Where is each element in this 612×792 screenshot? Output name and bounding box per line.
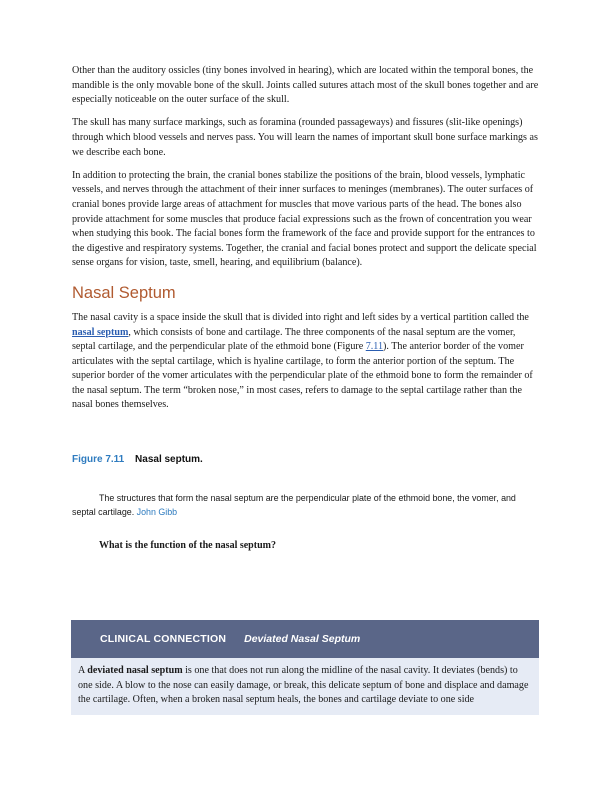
clinical-connection-box (71, 622, 539, 715)
paragraph-1: Other than the auditory ossicles (tiny bones involved in hearing), which are located within the temporal bones, the mandible is the only movable bone of the skull. Joints called sutures attach most of the skull bones together and are especially noticeable on the outer surface of the skull. (72, 65, 539, 106)
figure-credit: John Gibb (136, 506, 178, 517)
clinical-connection-label: CLINICAL CONNECTION (100, 633, 227, 645)
figure-caption (72, 492, 539, 519)
nasal-septum-paragraph (72, 311, 539, 413)
nasal-septum-term-link[interactable]: nasal septum (72, 326, 129, 338)
clinical-connection-body (71, 658, 539, 715)
figure-label (72, 453, 539, 467)
figure-title: Nasal septum. (135, 454, 203, 466)
paragraph-2: The skull has many surface markings, such as foramina (rounded passageways) and fissures (slit-like openings) through which blood vessels and nerves pass. You will learn the names of important skull bone surface markings as we describe each bone. (72, 117, 538, 158)
paragraph-text-middle: , which consists of bone and cartilage. The three components of the nasal septum are the vomer, septal cartilage, and the perpendicular plate of the ethmoid bone (Figure (72, 326, 516, 353)
page-content (72, 64, 539, 553)
clinical-text-start: A (78, 665, 88, 676)
figure-reference-link[interactable]: 7.11 (365, 341, 384, 353)
figure-caption-text: The structures that form the nasal septum are the perpendicular plate of the ethmoid bone, the vomer, and septal cartilage. (72, 493, 516, 517)
clinical-connection-title: Deviated Nasal Septum (244, 633, 361, 645)
review-question: What is the function of the nasal septum? (99, 540, 276, 552)
paragraph-text-end: ). The anterior border of the vomer articulates with the septal cartilage, which is hyaline cartilage, to form the anterior portion of the septum. The superior border of the vomer articulates with the perpendicular plate of the ethmoid bone to form the remainder of the nasal septum. The term “broken nose,” in most cases, refers to damage to the septal cartilage rather than the nasal bones themselves. (72, 341, 533, 411)
deviated-septum-term: deviated nasal septum (87, 665, 183, 676)
clinical-text-rest: is one that does not run along the midline of the nasal cavity. It deviates (bends) to one side. A blow to the nose can easily damage, or break, this delicate septum of bone and displace and damage the cartilage. Often, when a broken nasal septum heals, the bones and cartilage deviate to one side (78, 665, 529, 706)
paragraph-3: In addition to protecting the brain, the cranial bones stabilize the positions of the brain, blood vessels, lymphatic vessels, and nerves through the attachment of their inner surfaces to meninges (membranes). The outer surfaces of cranial bones provide large areas of attachment for muscles that move various parts of the head. The bones also provide attachment for some muscles that produce facial expressions such as the frown of concentration you wear when studying this book. The facial bones form the framework of the face and provide support for the entrances to the digestive and respiratory systems. Together, the cranial and facial bones protect and support the delicate special sense organs for vision, taste, smell, hearing, and equilibrium (balance). (72, 169, 537, 269)
clinical-connection-header (71, 620, 539, 658)
section-heading: Nasal Septum (72, 283, 176, 302)
figure-number: Figure 7.11 (72, 454, 125, 466)
paragraph-text-start: The nasal cavity is a space inside the skull that is divided into right and left sides by a vertical partition called the (72, 311, 529, 323)
